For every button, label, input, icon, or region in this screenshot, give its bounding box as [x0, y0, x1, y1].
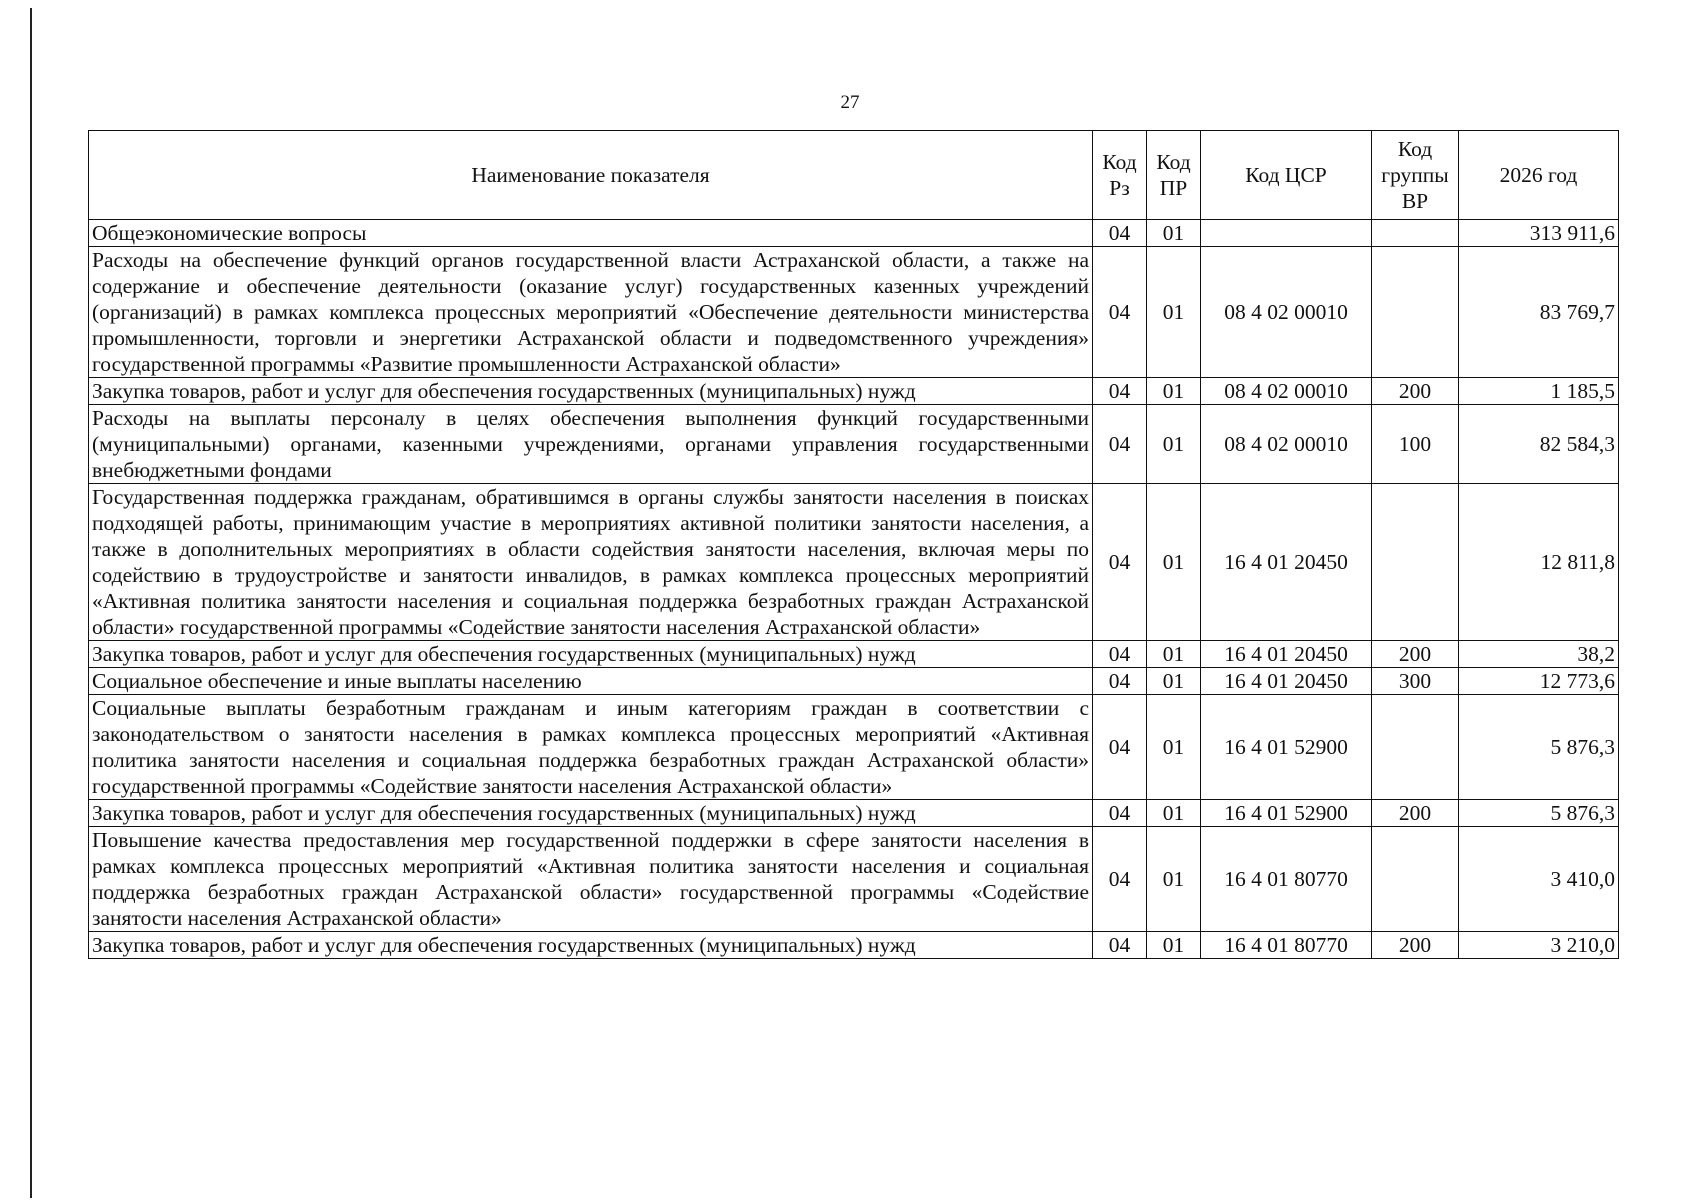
header-row: [89, 131, 1619, 220]
table-header: [89, 131, 1619, 220]
row-code-pr: 01: [1147, 695, 1201, 800]
row-code-vr: 100: [1372, 405, 1459, 484]
row-amount: 3 210,0: [1459, 932, 1619, 959]
row-code-rz: 04: [1093, 827, 1147, 932]
row-name: Социальное обеспечение и иные выплаты населению: [89, 668, 1093, 695]
row-name: Социальные выплаты безработным гражданам и иным категориям граждан в соответствии с законодательством о занятости населения в рамках комплекса процессных мероприятий «Активная политика занятости населения и социальная поддержка безработных граждан Астраханской области» государственной программы «Содействие занятости населения Астраханской области»: [89, 695, 1093, 800]
row-amount: 38,2: [1459, 641, 1619, 668]
binding-edge-line: [30, 8, 32, 1198]
row-code-csr: 08 4 02 00010: [1201, 405, 1372, 484]
row-code-pr: 01: [1147, 641, 1201, 668]
budget-table: [88, 130, 1619, 959]
row-code-pr: 01: [1147, 405, 1201, 484]
header-code-csr: Код ЦСР: [1201, 131, 1372, 220]
row-amount: 12 811,8: [1459, 484, 1619, 641]
row-code-pr: 01: [1147, 800, 1201, 827]
row-name: Общеэкономические вопросы: [89, 220, 1093, 247]
row-code-csr: 16 4 01 20450: [1201, 484, 1372, 641]
row-code-csr: 08 4 02 00010: [1201, 378, 1372, 405]
row-code-csr: 16 4 01 52900: [1201, 800, 1372, 827]
row-code-rz: 04: [1093, 668, 1147, 695]
row-name: Повышение качества предоставления мер государственной поддержки в сфере занятости населения в рамках комплекса процессных мероприятий «Активная политика занятости населения и социальная поддержка безработных граждан Астраханской области» государственной программы «Содействие занятости населения Астраханской области»: [89, 827, 1093, 932]
header-code-rz: Код Рз: [1093, 131, 1147, 220]
row-code-vr: 300: [1372, 668, 1459, 695]
row-code-pr: 01: [1147, 668, 1201, 695]
row-code-rz: 04: [1093, 378, 1147, 405]
row-name: Расходы на обеспечение функций органов государственной власти Астраханской области, а также на содержание и обеспечение деятельности (оказание услуг) государственных казенных учреждений (организаций) в рамках комплекса процессных мероприятий «Обеспечение деятельности министерства промышленности, торговли и энергетики Астраханской области и подведомственного учреждения» государственной программы «Развитие промышленности Астраханской области»: [89, 247, 1093, 378]
header-year: 2026 год: [1459, 131, 1619, 220]
row-code-pr: 01: [1147, 484, 1201, 641]
table-row: [89, 484, 1619, 641]
row-name: Закупка товаров, работ и услуг для обеспечения государственных (муниципальных) нужд: [89, 932, 1093, 959]
table-row: [89, 827, 1619, 932]
row-code-pr: 01: [1147, 827, 1201, 932]
row-name: Закупка товаров, работ и услуг для обеспечения государственных (муниципальных) нужд: [89, 378, 1093, 405]
row-code-vr: 200: [1372, 800, 1459, 827]
row-code-rz: 04: [1093, 220, 1147, 247]
header-code-vr: Код группы ВР: [1372, 131, 1459, 220]
row-code-pr: 01: [1147, 247, 1201, 378]
row-code-vr: 200: [1372, 641, 1459, 668]
table-row: [89, 405, 1619, 484]
row-code-csr: 16 4 01 20450: [1201, 641, 1372, 668]
table-row: [89, 695, 1619, 800]
row-amount: 5 876,3: [1459, 695, 1619, 800]
row-code-vr: [1372, 220, 1459, 247]
row-code-rz: 04: [1093, 247, 1147, 378]
row-code-csr: 08 4 02 00010: [1201, 247, 1372, 378]
row-amount: 313 911,6: [1459, 220, 1619, 247]
header-code-pr: Код ПР: [1147, 131, 1201, 220]
row-code-csr: 16 4 01 80770: [1201, 827, 1372, 932]
row-name: Закупка товаров, работ и услуг для обеспечения государственных (муниципальных) нужд: [89, 800, 1093, 827]
row-name: Расходы на выплаты персоналу в целях обеспечения выполнения функций государственными (муниципальными) органами, казенными учреждениями, органами управления государственными внебюджетными фондами: [89, 405, 1093, 484]
row-code-pr: 01: [1147, 932, 1201, 959]
row-code-vr: 200: [1372, 932, 1459, 959]
row-code-csr: 16 4 01 80770: [1201, 932, 1372, 959]
row-code-vr: [1372, 827, 1459, 932]
row-code-rz: 04: [1093, 800, 1147, 827]
row-name: Закупка товаров, работ и услуг для обеспечения государственных (муниципальных) нужд: [89, 641, 1093, 668]
table-body: [89, 220, 1619, 959]
page-number: 27: [840, 92, 860, 113]
table-row: [89, 932, 1619, 959]
row-amount: 12 773,6: [1459, 668, 1619, 695]
row-code-pr: 01: [1147, 378, 1201, 405]
table-row: [89, 247, 1619, 378]
table-row: [89, 668, 1619, 695]
table-row: [89, 800, 1619, 827]
row-code-rz: 04: [1093, 484, 1147, 641]
row-code-vr: [1372, 247, 1459, 378]
row-amount: 82 584,3: [1459, 405, 1619, 484]
row-code-vr: [1372, 695, 1459, 800]
row-code-csr: 16 4 01 20450: [1201, 668, 1372, 695]
table-row: [89, 641, 1619, 668]
row-code-rz: 04: [1093, 641, 1147, 668]
row-amount: 1 185,5: [1459, 378, 1619, 405]
row-code-pr: 01: [1147, 220, 1201, 247]
table-row: [89, 378, 1619, 405]
row-code-rz: 04: [1093, 695, 1147, 800]
row-code-vr: 200: [1372, 378, 1459, 405]
row-amount: 5 876,3: [1459, 800, 1619, 827]
row-amount: 83 769,7: [1459, 247, 1619, 378]
row-code-csr: [1201, 220, 1372, 247]
table-row: [89, 220, 1619, 247]
row-code-csr: 16 4 01 52900: [1201, 695, 1372, 800]
row-name: Государственная поддержка гражданам, обратившимся в органы службы занятости населения в поисках подходящей работы, принимающим участие в мероприятиях активной политики занятости населения, а также в дополнительных мероприятиях в области содействия занятости населения, включая меры по содействию в трудоустройстве и занятости инвалидов, в рамках комплекса процессных мероприятий «Активная политика занятости населения и социальная поддержка безработных граждан Астраханской области» государственной программы «Содействие занятости населения Астраханской области»: [89, 484, 1093, 641]
row-code-vr: [1372, 484, 1459, 641]
row-code-rz: 04: [1093, 932, 1147, 959]
row-code-rz: 04: [1093, 405, 1147, 484]
header-name: Наименование показателя: [89, 131, 1093, 220]
row-amount: 3 410,0: [1459, 827, 1619, 932]
